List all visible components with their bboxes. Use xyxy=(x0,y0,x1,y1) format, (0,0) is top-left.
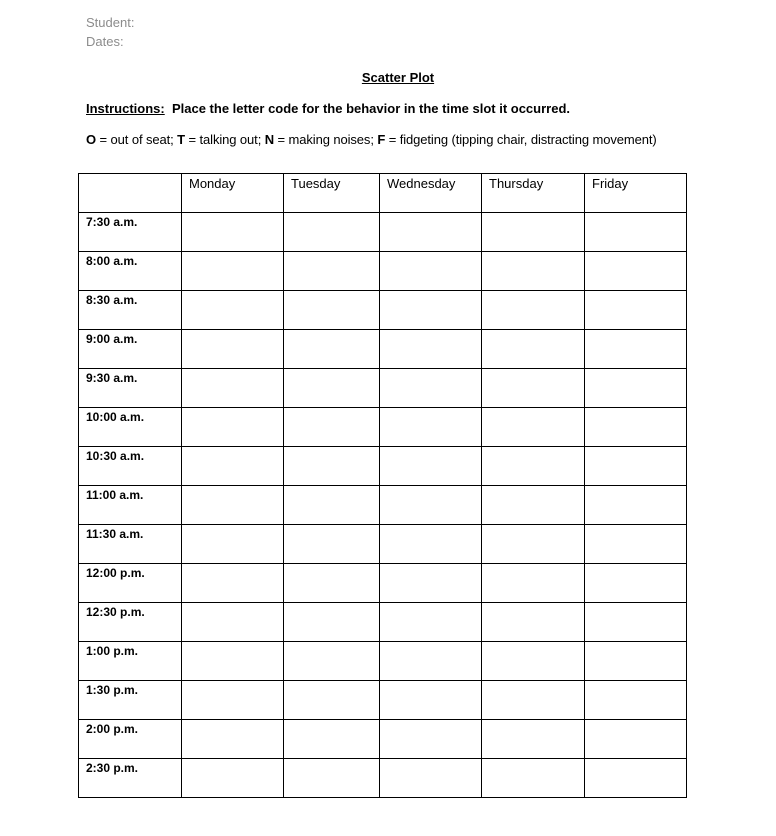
time-slot-label xyxy=(79,720,182,759)
behavior-entry-cell[interactable] xyxy=(585,213,687,252)
table-row xyxy=(79,408,687,447)
time-slot-label xyxy=(79,408,182,447)
day-header-thursday xyxy=(482,174,585,213)
table-row xyxy=(79,486,687,525)
behavior-entry-cell[interactable] xyxy=(380,759,482,798)
behavior-entry-cell[interactable] xyxy=(182,213,284,252)
behavior-entry-cell[interactable] xyxy=(585,408,687,447)
behavior-entry-cell[interactable] xyxy=(284,603,380,642)
behavior-entry-cell[interactable] xyxy=(380,720,482,759)
behavior-entry-cell[interactable] xyxy=(585,564,687,603)
behavior-entry-cell[interactable] xyxy=(585,642,687,681)
day-label: Wednesday xyxy=(387,176,456,191)
behavior-entry-cell[interactable] xyxy=(182,369,284,408)
behavior-entry-cell[interactable] xyxy=(182,525,284,564)
behavior-entry-cell[interactable] xyxy=(482,642,585,681)
table-row xyxy=(79,330,687,369)
behavior-entry-cell[interactable] xyxy=(380,252,482,291)
corner-cell xyxy=(79,174,182,213)
time-label: 12:00 p.m. xyxy=(86,566,145,580)
time-slot-label xyxy=(79,291,182,330)
time-slot-label xyxy=(79,330,182,369)
document-title: Scatter Plot xyxy=(361,70,435,85)
behavior-entry-cell[interactable] xyxy=(380,291,482,330)
legend-meaning: = making noises; xyxy=(274,132,378,147)
behavior-entry-cell[interactable] xyxy=(182,291,284,330)
behavior-entry-cell[interactable] xyxy=(182,408,284,447)
day-label: Tuesday xyxy=(291,176,341,191)
table-row xyxy=(79,642,687,681)
table-row xyxy=(79,447,687,486)
time-slot-label xyxy=(79,525,182,564)
legend-code: T xyxy=(177,132,186,147)
table-row xyxy=(79,720,687,759)
table-row xyxy=(79,681,687,720)
time-label: 7:30 a.m. xyxy=(86,215,138,229)
behavior-entry-cell[interactable] xyxy=(380,330,482,369)
day-label: Friday xyxy=(592,176,629,191)
behavior-entry-cell[interactable] xyxy=(284,252,380,291)
scatter-plot-table xyxy=(78,173,687,798)
behavior-entry-cell[interactable] xyxy=(380,486,482,525)
time-label: 1:00 p.m. xyxy=(86,644,139,658)
time-slot-label xyxy=(79,642,182,681)
behavior-entry-cell[interactable] xyxy=(182,681,284,720)
behavior-entry-cell[interactable] xyxy=(482,525,585,564)
time-label: 10:00 a.m. xyxy=(86,410,145,424)
behavior-entry-cell[interactable] xyxy=(482,564,585,603)
behavior-entry-cell[interactable] xyxy=(182,603,284,642)
behavior-entry-cell[interactable] xyxy=(284,525,380,564)
behavior-entry-cell[interactable] xyxy=(585,369,687,408)
behavior-entry-cell[interactable] xyxy=(182,330,284,369)
behavior-entry-cell[interactable] xyxy=(482,681,585,720)
behavior-entry-cell[interactable] xyxy=(284,681,380,720)
day-label: Thursday xyxy=(489,176,544,191)
day-header-tuesday xyxy=(284,174,380,213)
behavior-entry-cell[interactable] xyxy=(482,369,585,408)
behavior-entry-cell[interactable] xyxy=(585,486,687,525)
time-label: 12:30 p.m. xyxy=(86,605,145,619)
behavior-entry-cell[interactable] xyxy=(284,564,380,603)
time-slot-label xyxy=(79,369,182,408)
behavior-entry-cell[interactable] xyxy=(284,369,380,408)
time-slot-label xyxy=(79,486,182,525)
behavior-entry-cell[interactable] xyxy=(585,720,687,759)
instructions xyxy=(86,101,570,116)
time-slot-label xyxy=(79,213,182,252)
table-row xyxy=(79,252,687,291)
behavior-entry-cell[interactable] xyxy=(380,564,482,603)
behavior-entry-cell[interactable] xyxy=(585,603,687,642)
behavior-entry-cell[interactable] xyxy=(182,252,284,291)
time-label: 2:00 p.m. xyxy=(86,722,139,736)
legend-meaning: = fidgeting (tipping chair, distracting movement) xyxy=(385,132,657,147)
behavior-entry-cell[interactable] xyxy=(380,681,482,720)
behavior-entry-cell[interactable] xyxy=(482,603,585,642)
behavior-entry-cell[interactable] xyxy=(182,720,284,759)
behavior-entry-cell[interactable] xyxy=(284,408,380,447)
table-row xyxy=(79,759,687,798)
behavior-entry-cell[interactable] xyxy=(482,759,585,798)
table-row xyxy=(79,525,687,564)
table-row xyxy=(79,603,687,642)
behavior-entry-cell[interactable] xyxy=(585,681,687,720)
behavior-entry-cell[interactable] xyxy=(482,213,585,252)
behavior-entry-cell[interactable] xyxy=(182,564,284,603)
dates-field-label: Dates: xyxy=(86,34,124,49)
behavior-entry-cell[interactable] xyxy=(482,720,585,759)
time-slot-label xyxy=(79,447,182,486)
behavior-entry-cell[interactable] xyxy=(284,291,380,330)
behavior-entry-cell[interactable] xyxy=(585,291,687,330)
behavior-entry-cell[interactable] xyxy=(585,330,687,369)
table-row xyxy=(79,564,687,603)
time-slot-label xyxy=(79,681,182,720)
time-label: 11:30 a.m. xyxy=(86,527,144,541)
time-label: 11:00 a.m. xyxy=(86,488,144,502)
behavior-entry-cell[interactable] xyxy=(482,330,585,369)
legend-meaning: = talking out; xyxy=(185,132,265,147)
behavior-entry-cell[interactable] xyxy=(585,252,687,291)
behavior-entry-cell[interactable] xyxy=(182,486,284,525)
time-label: 1:30 p.m. xyxy=(86,683,139,697)
instructions-label: Instructions: xyxy=(86,101,165,116)
behavior-entry-cell[interactable] xyxy=(585,525,687,564)
time-slot-label xyxy=(79,603,182,642)
behavior-entry-cell[interactable] xyxy=(482,447,585,486)
behavior-entry-cell[interactable] xyxy=(284,447,380,486)
behavior-entry-cell[interactable] xyxy=(380,213,482,252)
legend-code: N xyxy=(264,132,275,147)
behavior-entry-cell[interactable] xyxy=(284,759,380,798)
behavior-entry-cell[interactable] xyxy=(284,486,380,525)
behavior-entry-cell[interactable] xyxy=(284,642,380,681)
table-body xyxy=(79,213,687,798)
day-header-wednesday xyxy=(380,174,482,213)
table-row xyxy=(79,369,687,408)
instructions-text: Place the letter code for the behavior in the time slot it occurred. xyxy=(171,101,571,116)
day-header-monday xyxy=(182,174,284,213)
behavior-entry-cell[interactable] xyxy=(585,447,687,486)
time-label: 8:00 a.m. xyxy=(86,254,138,268)
behavior-entry-cell[interactable] xyxy=(284,720,380,759)
time-label: 10:30 a.m. xyxy=(86,449,145,463)
behavior-entry-cell[interactable] xyxy=(284,213,380,252)
day-header-friday xyxy=(585,174,687,213)
behavior-entry-cell[interactable] xyxy=(284,330,380,369)
behavior-entry-cell[interactable] xyxy=(380,408,482,447)
behavior-entry-cell[interactable] xyxy=(380,642,482,681)
behavior-entry-cell[interactable] xyxy=(182,759,284,798)
table-row xyxy=(79,291,687,330)
time-label: 9:30 a.m. xyxy=(86,371,138,385)
behavior-entry-cell[interactable] xyxy=(482,252,585,291)
legend-meaning: = out of seat; xyxy=(96,132,178,147)
behavior-entry-cell[interactable] xyxy=(482,291,585,330)
legend-code: F xyxy=(377,132,386,147)
behavior-entry-cell[interactable] xyxy=(380,603,482,642)
time-label: 9:00 a.m. xyxy=(86,332,138,346)
time-slot-label xyxy=(79,252,182,291)
behavior-entry-cell[interactable] xyxy=(585,759,687,798)
time-slot-label xyxy=(79,564,182,603)
behavior-code-legend xyxy=(86,132,657,147)
behavior-entry-cell[interactable] xyxy=(482,486,585,525)
table-row xyxy=(79,213,687,252)
table-header-row xyxy=(79,174,687,213)
legend-code: O xyxy=(86,132,97,147)
behavior-entry-cell[interactable] xyxy=(482,408,585,447)
behavior-entry-cell[interactable] xyxy=(380,525,482,564)
behavior-entry-cell[interactable] xyxy=(182,447,284,486)
behavior-entry-cell[interactable] xyxy=(380,447,482,486)
time-slot-label xyxy=(79,759,182,798)
behavior-entry-cell[interactable] xyxy=(380,369,482,408)
time-label: 2:30 p.m. xyxy=(86,761,139,775)
behavior-entry-cell[interactable] xyxy=(182,642,284,681)
student-field-label: Student: xyxy=(86,15,135,30)
time-label: 8:30 a.m. xyxy=(86,293,138,307)
day-label: Monday xyxy=(189,176,236,191)
